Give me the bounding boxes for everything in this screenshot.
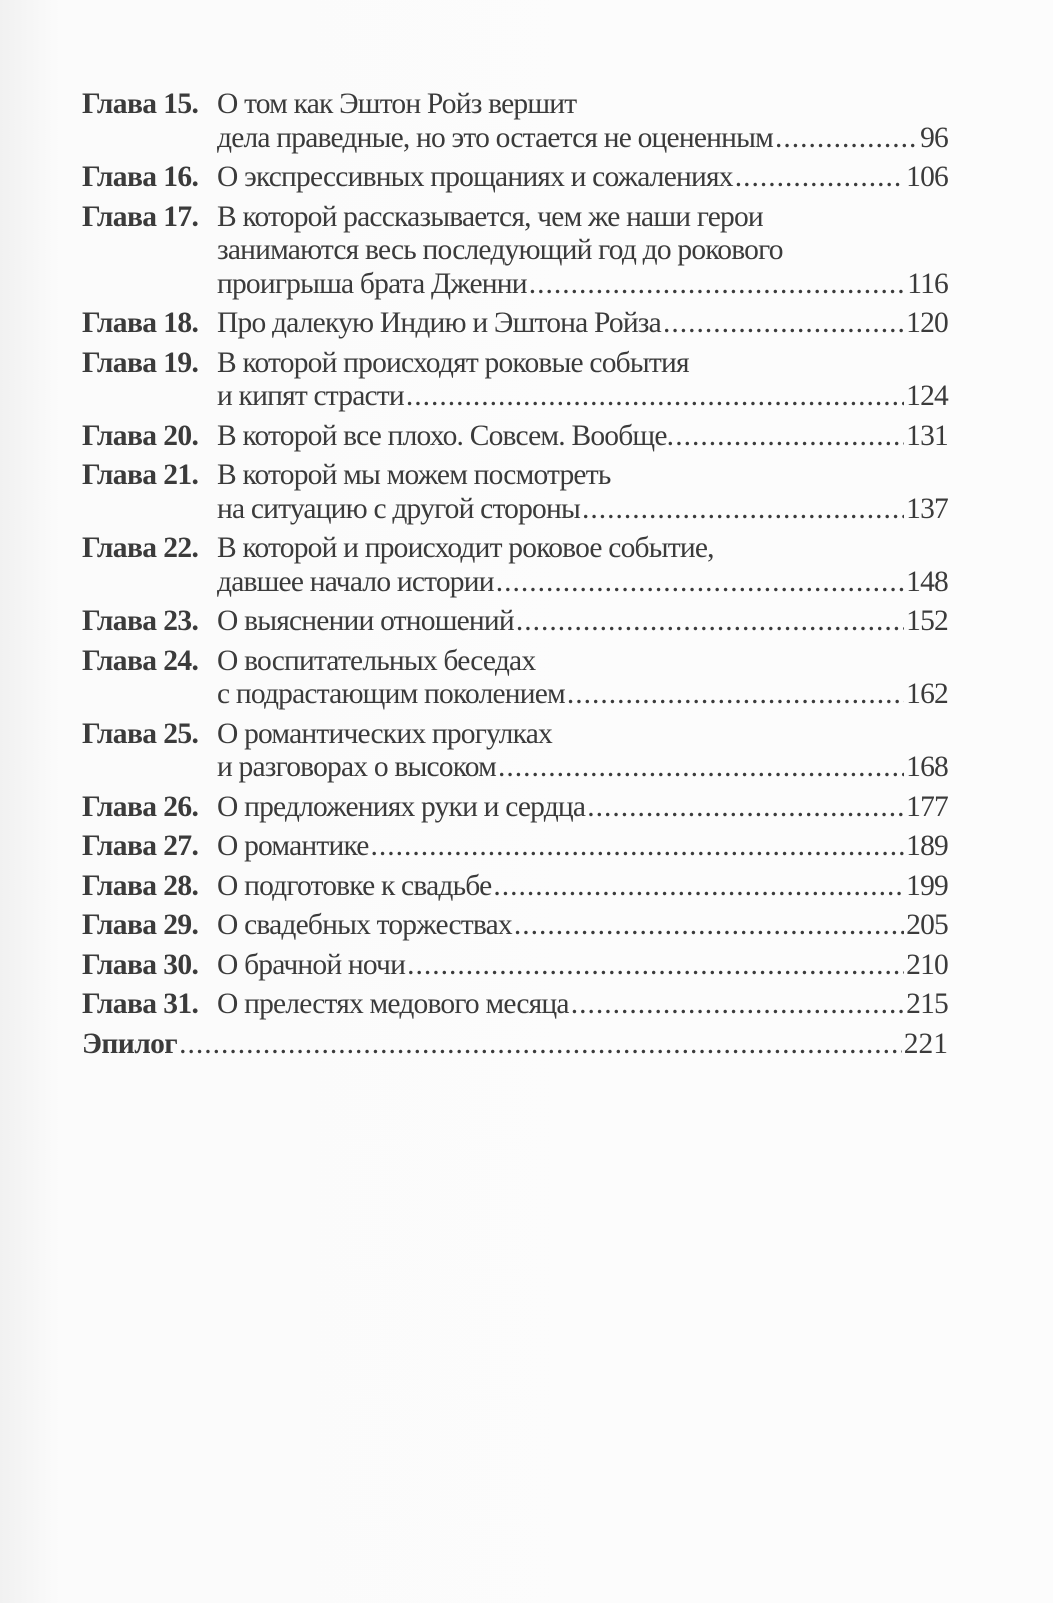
page-number: 116 (907, 267, 948, 300)
dot-leader (663, 307, 904, 341)
page-number: 131 (906, 419, 948, 452)
title-line (217, 605, 948, 639)
title-line (217, 645, 948, 679)
toc-entry[interactable] (82, 88, 948, 155)
chapter-label: Глава 20. (82, 419, 199, 452)
title-text: В которой мы можем посмотреть (217, 459, 611, 491)
title-line (217, 234, 948, 268)
chapter-title (217, 988, 948, 1022)
title-text: с подрастающим поколением (217, 678, 565, 710)
title-text: давшее начало истории (217, 565, 494, 598)
toc-entry[interactable] (82, 988, 948, 1022)
dot-leader (735, 161, 904, 195)
chapter-title (217, 201, 948, 302)
page-number: 177 (906, 790, 948, 823)
page-number: 168 (906, 751, 948, 783)
dot-leader (496, 566, 904, 600)
title-text: В которой рассказывается, чем же наши герои (217, 200, 763, 233)
title-text: и разговорах о высоком (217, 751, 497, 783)
chapter-label: Глава 24. (82, 644, 199, 677)
toc-entry[interactable] (82, 161, 948, 195)
title-text: В которой все плохо. Совсем. Вообще. (217, 419, 674, 452)
title-line (217, 347, 948, 381)
page-number: 205 (906, 909, 948, 941)
title-text: Про далекую Индию и Эштона Ройза (217, 307, 661, 339)
chapter-label: Глава 29. (82, 909, 199, 941)
toc-entry[interactable] (82, 870, 948, 904)
title-text: О экспрессивных прощаниях и сожалениях (217, 161, 733, 193)
chapter-title (217, 791, 948, 825)
title-line (217, 909, 948, 943)
dot-leader (498, 751, 904, 785)
title-text: В которой происходят роковые события (217, 346, 689, 379)
toc-entry[interactable] (82, 791, 948, 825)
toc-entry[interactable] (82, 201, 948, 302)
chapter-title (217, 909, 948, 943)
chapter-label: Глава 28. (82, 869, 199, 902)
chapter-title (217, 307, 948, 341)
title-line (217, 420, 948, 454)
title-text: В которой и происходит роковое событие, (217, 532, 714, 564)
chapter-title (217, 459, 948, 526)
title-text: О брачной ночи (217, 948, 406, 981)
chapter-label: Глава 15. (82, 88, 199, 120)
chapter-title (217, 949, 948, 983)
title-text: О том как Эштон Ройз вершит (217, 88, 577, 120)
page-number: 96 (920, 121, 948, 154)
chapter-label: Глава 31. (82, 988, 199, 1020)
chapter-title (217, 718, 948, 785)
toc-entry[interactable] (82, 605, 948, 639)
epilogue-label: Эпилог (82, 1027, 178, 1060)
dot-leader (493, 870, 904, 904)
dot-leader (179, 1028, 902, 1062)
title-line (217, 532, 948, 566)
page-number: 199 (906, 869, 948, 902)
table-of-contents (82, 88, 948, 1061)
chapter-title (217, 605, 948, 639)
chapter-label: Глава 18. (82, 307, 199, 339)
toc-entry[interactable] (82, 459, 948, 526)
chapter-title (217, 161, 948, 195)
toc-entry[interactable] (82, 949, 948, 983)
chapter-label: Глава 26. (82, 790, 199, 823)
chapter-title (217, 347, 948, 414)
title-text: О романтических прогулках (217, 717, 552, 750)
title-line (217, 493, 948, 527)
chapter-label: Глава 22. (82, 532, 199, 564)
page-number: 124 (906, 380, 948, 412)
page-number: 137 (906, 492, 948, 525)
chapter-label: Глава 21. (82, 459, 199, 491)
chapter-label: Глава 30. (82, 948, 199, 981)
chapter-label: Глава 16. (82, 161, 199, 193)
toc-entry[interactable] (82, 420, 948, 454)
title-text: проигрыша брата Дженни (217, 267, 527, 300)
page-number: 215 (906, 988, 948, 1020)
toc-entry[interactable] (82, 718, 948, 785)
dot-leader (407, 949, 904, 983)
dot-leader (675, 420, 904, 454)
dot-leader (775, 122, 918, 156)
page-number: 221 (903, 1027, 948, 1060)
page-number: 120 (906, 307, 948, 339)
title-line (217, 830, 948, 864)
title-text: О воспитательных беседах (217, 644, 536, 677)
dot-leader (529, 268, 906, 302)
title-text: О прелестях медового месяца (217, 988, 569, 1020)
toc-entry[interactable] (82, 909, 948, 943)
title-line (217, 88, 948, 122)
chapter-title (217, 532, 948, 599)
title-line (217, 122, 948, 156)
dot-leader (516, 605, 904, 639)
title-line (217, 201, 948, 235)
title-line (217, 988, 948, 1022)
page-number: 152 (906, 605, 948, 637)
title-text: и кипят страсти (217, 380, 404, 412)
chapter-label: Глава 23. (82, 605, 199, 637)
chapter-title (217, 870, 948, 904)
page-number: 106 (906, 161, 948, 193)
toc-entry-epilogue[interactable] (82, 1028, 948, 1062)
title-line (217, 566, 948, 600)
dot-leader (514, 909, 904, 943)
title-line (217, 718, 948, 752)
dot-leader (571, 988, 904, 1022)
title-line (217, 161, 948, 195)
dot-leader (587, 791, 904, 825)
title-text: О предложениях руки и сердца (217, 790, 586, 823)
page-number: 189 (906, 830, 948, 862)
title-text: О выяснении отношений (217, 605, 514, 637)
title-line (217, 949, 948, 983)
chapter-label: Глава 27. (82, 830, 199, 862)
title-text: О романтике (217, 830, 369, 862)
dot-leader (582, 493, 904, 527)
toc-entry[interactable] (82, 830, 948, 864)
chapter-label: Глава 19. (82, 346, 199, 379)
title-text: дела праведные, но это остается не оцененным (217, 121, 773, 154)
title-line (217, 751, 948, 785)
chapter-title (217, 830, 948, 864)
page-number: 148 (906, 565, 948, 598)
title-text: занимаются весь последующий год до рокового (217, 234, 783, 266)
chapter-title (217, 645, 948, 712)
toc-entry[interactable] (82, 347, 948, 414)
title-line (217, 678, 948, 712)
dot-leader (406, 380, 904, 414)
title-text: О подготовке к свадьбе (217, 869, 492, 902)
chapter-label: Глава 25. (82, 717, 199, 750)
toc-entry[interactable] (82, 307, 948, 341)
title-line (217, 268, 948, 302)
title-line (217, 870, 948, 904)
page-number: 162 (906, 678, 948, 710)
title-line (217, 380, 948, 414)
dot-leader (371, 830, 905, 864)
title-text: на ситуацию с другой стороны (217, 492, 581, 525)
page-number: 210 (906, 948, 948, 981)
dot-leader (567, 678, 904, 712)
title-line (217, 459, 948, 493)
title-text: О свадебных торжествах (217, 909, 512, 941)
toc-entry[interactable] (82, 532, 948, 599)
title-line (217, 307, 948, 341)
chapter-title (217, 88, 948, 155)
chapter-title (217, 420, 948, 454)
title-line (217, 791, 948, 825)
chapter-label: Глава 17. (82, 200, 199, 233)
toc-entry[interactable] (82, 645, 948, 712)
